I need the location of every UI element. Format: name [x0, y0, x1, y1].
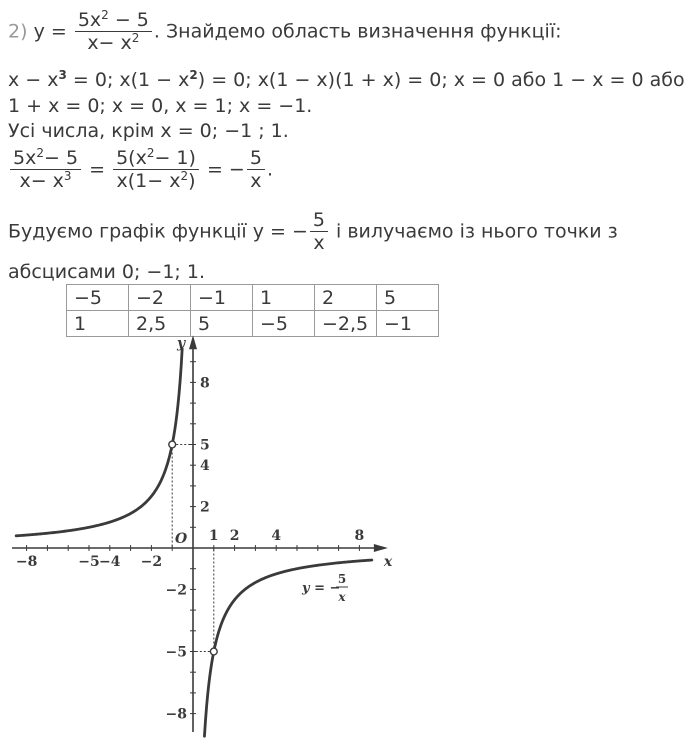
table-cell: 2	[315, 285, 377, 311]
y-tick-label: 4	[200, 458, 210, 475]
x-axis-arrow	[374, 544, 388, 552]
y-tick-label: −2	[165, 582, 187, 599]
simplification-equation: $\frac{5x^2- 5}{x- x^3}$ = $\frac{5(x^2- 1)}{x(1- x^2)}$ = − $\frac{5}{x}$ .	[8, 148, 273, 192]
line-3: 1 + x = 0; x = 0, x = 1; x = −1.	[8, 95, 313, 117]
y-axis-arrow	[189, 335, 197, 349]
y-axis-label: y	[177, 335, 186, 352]
table-cell: −1	[377, 311, 439, 337]
table-cell: −1	[191, 285, 253, 311]
y-tick-label: 5	[200, 437, 210, 454]
x-tick-label: 2	[229, 528, 240, 544]
x-tick-label: 8	[354, 528, 365, 544]
y-tick-label: 8	[200, 375, 210, 392]
excluded-point	[169, 441, 176, 448]
y-tick-label: −8	[165, 706, 187, 723]
x-axis-label: x	[383, 554, 393, 570]
table-cell: −5	[253, 311, 315, 337]
fraction-main: $\frac{5x^2 - 5}{x- x^2}$	[75, 10, 152, 54]
x-tick-label: −2	[140, 554, 163, 570]
table-cell: −2	[129, 285, 191, 311]
curve-label-den: x	[338, 590, 346, 604]
x-tick-label: 4	[271, 528, 282, 544]
table-cell: 2,5	[129, 311, 191, 337]
table-cell: 1	[253, 285, 315, 311]
build-graph-line: Будуємо графік функції y = − $\frac{5}{x}$ і вилучаємо із нього точки з	[8, 209, 618, 254]
abscissas-line: абсцисами 0; −1; 1.	[8, 261, 206, 283]
hyperbola-left-branch	[16, 349, 182, 536]
table-cell: 5	[191, 311, 253, 337]
fraction-1: $\frac{5x^2- 5}{x- x^3}$	[10, 148, 81, 192]
table-cell: 5	[377, 285, 439, 311]
y-tick-label: 2	[200, 499, 210, 516]
domain-text: . Знайдемо область визначення функції:	[153, 20, 562, 43]
hyperbola-right-branch	[204, 560, 371, 736]
excluded-point	[210, 648, 217, 655]
table-cell: −5	[67, 285, 129, 311]
fraction-2: $\frac{5(x^2- 1)}{x(1- x^2)}$	[113, 148, 199, 192]
x-tick-label: −5	[78, 554, 100, 570]
table-cell: −2,5	[315, 311, 377, 337]
item-number: 2)	[8, 20, 28, 43]
function-prefix: y =	[33, 20, 67, 43]
curve-label: y = −	[302, 581, 341, 596]
x-tick-label: −8	[15, 554, 38, 570]
origin-label: O	[175, 531, 188, 547]
curve-label-num: 5	[337, 572, 347, 586]
y-tick-label: −5	[165, 644, 187, 661]
table-cell: 1	[67, 311, 129, 337]
x-tick-label: 1	[208, 528, 219, 544]
line-4: Усі числа, крім x = 0; −1 ; 1.	[8, 120, 289, 142]
line-2: $x - x^3 = 0$; $x(1 - x^2) = 0$; x(1 − x)(1 + x) = 0; x = 0 або 1 − x = 0 або	[8, 68, 685, 91]
fraction-3: $\frac{5}{x}$	[247, 148, 265, 192]
x-tick-label: −4	[99, 554, 121, 570]
fraction-build: $\frac{5}{x}$	[310, 210, 328, 254]
